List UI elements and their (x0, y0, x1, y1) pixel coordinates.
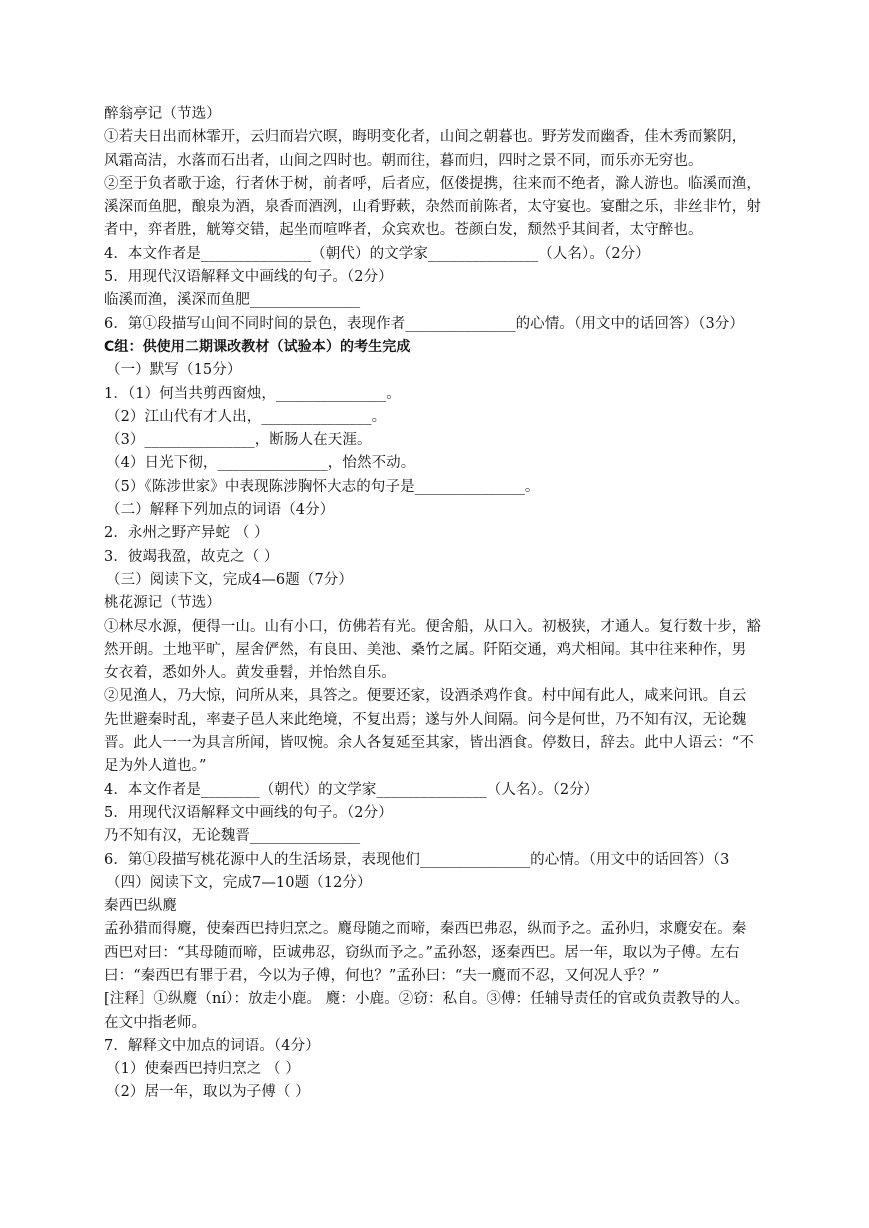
passage-paragraph-line: 风霜高洁，水落而石出者，山间之四时也。朝而往，暮而归，四时之景不同，而乐亦无穷也。 (104, 152, 703, 169)
question-line: 临溪而渔，溪深而鱼肥_______________ (104, 292, 361, 309)
passage-title: 桃花源记（节选） (104, 595, 221, 612)
passage-paragraph-line: 先世避秦时乱，率妻子邑人来此绝境，不复出焉；遂与外人间隔。问今是何世，乃不知有汉，无论魏 (104, 711, 747, 728)
passage-title: 秦西巴纵麑 (104, 898, 177, 915)
passage-paragraph-line: ①若夫日出而林霏开，云归而岩穴暝，晦明变化者，山间之朝暮也。野芳发而幽香，佳木秀而繁阴， (104, 129, 747, 146)
question-line: 6．第①段描写山间不同时间的景色，表现作者_______________的心情。（用文中的话回答）（3分） (104, 315, 744, 332)
passage-title: 醉翁亭记（节选） (104, 106, 221, 122)
subsection-heading: （二）解释下列加点的词语（4分） (106, 502, 335, 519)
passage-paragraph-line: 然开朗。土地平旷，屋舍俨然，有良田、美池、桑竹之属。阡陌交通，鸡犬相闻。其中往来种作，男 (104, 641, 747, 658)
question-line: （4）日光下彻，_______________，怡然不动。 (106, 455, 416, 472)
question-line: 6．第①段描写桃花源中人的生活场景，表现他们_______________的心情。（用文中的话回答）（3 (104, 851, 730, 868)
annotation-line: 在文中指老师。 (104, 1014, 207, 1031)
question-line: 1．（1）何当共剪西窗烛，_______________。 (104, 385, 401, 402)
question-line: 7．解释文中加点的词语。（4分） (104, 1037, 320, 1054)
passage-paragraph-line: 孟孙猎而得麑，使秦西巴持归烹之。麑母随之而啼，秦西巴弗忍，纵而予之。孟孙归，求麑安在。秦 (104, 921, 747, 938)
subsection-heading: （一）默写（15分） (106, 362, 242, 379)
passage-paragraph-line: 足为外人道也。” (104, 758, 207, 775)
question-line: （5）《陈涉世家》中表现陈涉胸怀大志的句子是_______________。 (106, 478, 540, 495)
passage-paragraph-line: ②至于负者歌于途，行者休于树，前者呼，后者应，伛偻提携，往来而不绝者，滁人游也。临溪而渔， (104, 175, 761, 192)
passage-paragraph-line: 溪深而鱼肥，酿泉为酒，泉香而酒洌，山肴野蔌，杂然而前陈者，太守宴也。宴酣之乐，非丝非竹，射 (104, 199, 761, 216)
document-page (104, 103, 768, 1105)
passage-paragraph-line: 者中，弈者胜，觥筹交错，起坐而喧哗者，众宾欢也。苍颜白发，颓然乎其间者，太守醉也。 (104, 222, 703, 239)
passage-paragraph-line: 曰：“秦西巴有罪于君，今以为子傅，何也？”孟孙曰：“夫一麑而不忍，又何况人乎？” (104, 967, 660, 984)
passage-paragraph-line: 女衣着，悉如外人。黄发垂髫，并怡然自乐。 (104, 665, 396, 682)
question-line: 4．本文作者是_______________（朝代）的文学家_______________（人名）。（2分） (104, 245, 650, 262)
question-line: 乃不知有汉，无论魏晋_______________ (104, 828, 361, 845)
section-heading: C组：供使用二期课改教材（试验本）的考生完成 (104, 338, 411, 355)
subsection-heading: （四）阅读下文，完成7—10题（12分） (106, 874, 372, 891)
passage-paragraph-line: ②见渔人，乃大惊，问所从来，具答之。便要还家，设酒杀鸡作食。村中闻有此人，咸来问讯。自云 (104, 688, 747, 705)
question-line: （1）使秦西巴持归烹之 （ ） (106, 1061, 300, 1078)
question-line: 5．用现代汉语解释文中画线的句子。（2分） (104, 269, 393, 286)
question-line: 4．本文作者是________（朝代）的文学家_______________（人名）。（2分） (104, 781, 599, 798)
question-line: 2．永州之野产异蛇 （ ） (104, 525, 269, 542)
question-line: （3）_______________，断肠人在天涯。 (106, 432, 372, 449)
subsection-heading: （三）阅读下文，完成4—6题（7分） (106, 571, 353, 588)
passage-paragraph-line: 西巴对曰：“其母随而啼，臣诚弗忍，窃纵而予之。”孟孙怒，逐秦西巴。居一年，取以为子傅。左右 (104, 944, 740, 961)
question-line: 5．用现代汉语解释文中画线的句子。（2分） (104, 804, 393, 821)
passage-paragraph-line: 晋。此人一一为具言所闻，皆叹惋。余人各复延至其家，皆出酒食。停数日，辞去。此中人语云：“不 (104, 735, 754, 752)
annotation-line: [注释］①纵麑（ní）：放走小鹿。 麑：小鹿。②窃：私自。③傅：任辅导责任的官或负责教导的人。 (104, 991, 750, 1008)
question-line: （2）居一年，取以为子傅（ ） (106, 1084, 310, 1101)
passage-paragraph-line: ①林尽水源，便得一山。山有小口，仿佛若有光。便舍船，从口入。初极狭，才通人。复行数十步，豁 (104, 618, 761, 635)
question-line: （2）江山代有才人出，_______________。 (106, 408, 387, 425)
question-line: 3．彼竭我盈，故克之（ ） (104, 548, 279, 565)
